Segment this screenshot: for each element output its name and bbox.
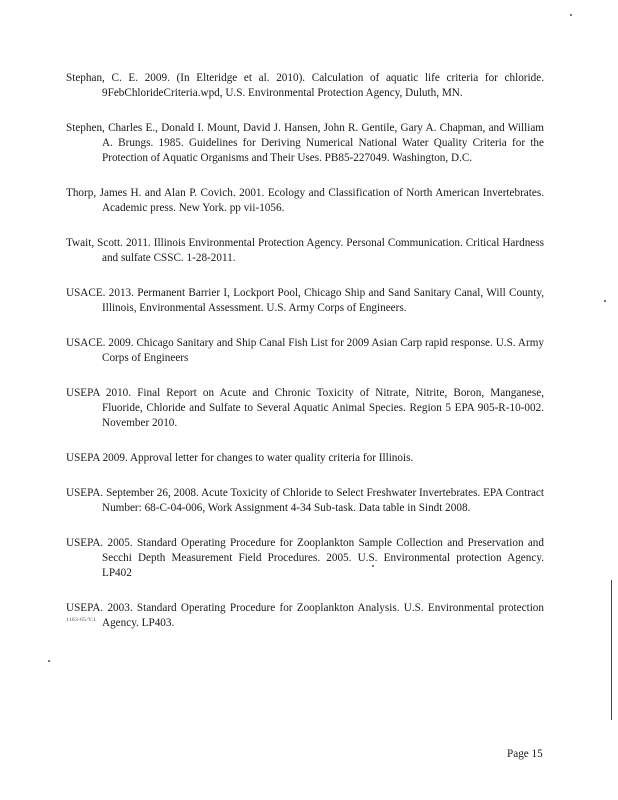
reference-usepa-2009: USEPA 2009. Approval letter for changes to water quality criteria for Illinois.: [66, 452, 414, 464]
reference-list: [66, 71, 544, 651]
scan-speck: [48, 660, 50, 662]
reference-twait-2011: Twait, Scott. 2011. Illinois Environmental Protection Agency. Personal Communication. Critical Hardness and sulfate CSSC. 1-28-2011.: [66, 237, 544, 264]
reference-thorp-2001: Thorp, James H. and Alan P. Covich. 2001. Ecology and Classification of North American Invertebrates. Academic press. New York. pp vii-1056.: [66, 187, 544, 214]
scan-edge-mark: [611, 580, 612, 720]
reference-stephan-2009: Stephan, C. E. 2009. (In Elteridge et al. 2010). Calculation of aquatic life criteria for chloride. 9FebChlorideCriteria.wpd, U.S. Environmental Protection Agency, Duluth, MN.: [66, 72, 544, 99]
scan-speck: [372, 565, 374, 567]
reference-usepa-2005: USEPA. 2005. Standard Operating Procedure for Zooplankton Sample Collection and Preservation and Secchi Depth Measurement Field Procedures. 2005. U.S. Environmental protection Agency. LP402: [66, 537, 544, 579]
reference-usace-2013: USACE. 2013. Permanent Barrier I, Lockport Pool, Chicago Ship and Sand Sanitary Canal, Will County, Illinois, Environmental Assessment. U.S. Army Corps of Engineers.: [66, 287, 544, 314]
scan-speck: [570, 14, 572, 16]
document-code: 1163-65/V.1: [66, 617, 97, 623]
reference-usace-2009: USACE. 2009. Chicago Sanitary and Ship Canal Fish List for 2009 Asian Carp rapid response. U.S. Army Corps of Engineers: [66, 337, 544, 364]
scan-speck: [604, 300, 606, 302]
reference-usepa-2008: USEPA. September 26, 2008. Acute Toxicity of Chloride to Select Freshwater Invertebrates. EPA Contract Number: 68-C-04-006, Work Assignment 4-34 Sub-task. Data table in Sindt 2008.: [66, 487, 544, 514]
reference-stephen-1985: Stephen, Charles E., Donald I. Mount, David J. Hansen, John R. Gentile, Gary A. Chapman, and William A. Brungs. 1985. Guidelines for Deriving Numerical National Water Quality Criteria for the Protection of Aquatic Organisms and Their Uses. PB85-227049. Washington, D.C.: [66, 122, 544, 164]
reference-usepa-2003: USEPA. 2003. Standard Operating Procedure for Zooplankton Analysis. U.S. Environmental protection Agency. LP403.: [66, 602, 544, 629]
page-number: Page 15: [507, 748, 543, 760]
reference-usepa-2010: USEPA 2010. Final Report on Acute and Chronic Toxicity of Nitrate, Nitrite, Boron, Manganese, Fluoride, Chloride and Sulfate to Several Aquatic Animal Species. Region 5 EPA 905-R-10-002. November 2010.: [66, 387, 544, 429]
